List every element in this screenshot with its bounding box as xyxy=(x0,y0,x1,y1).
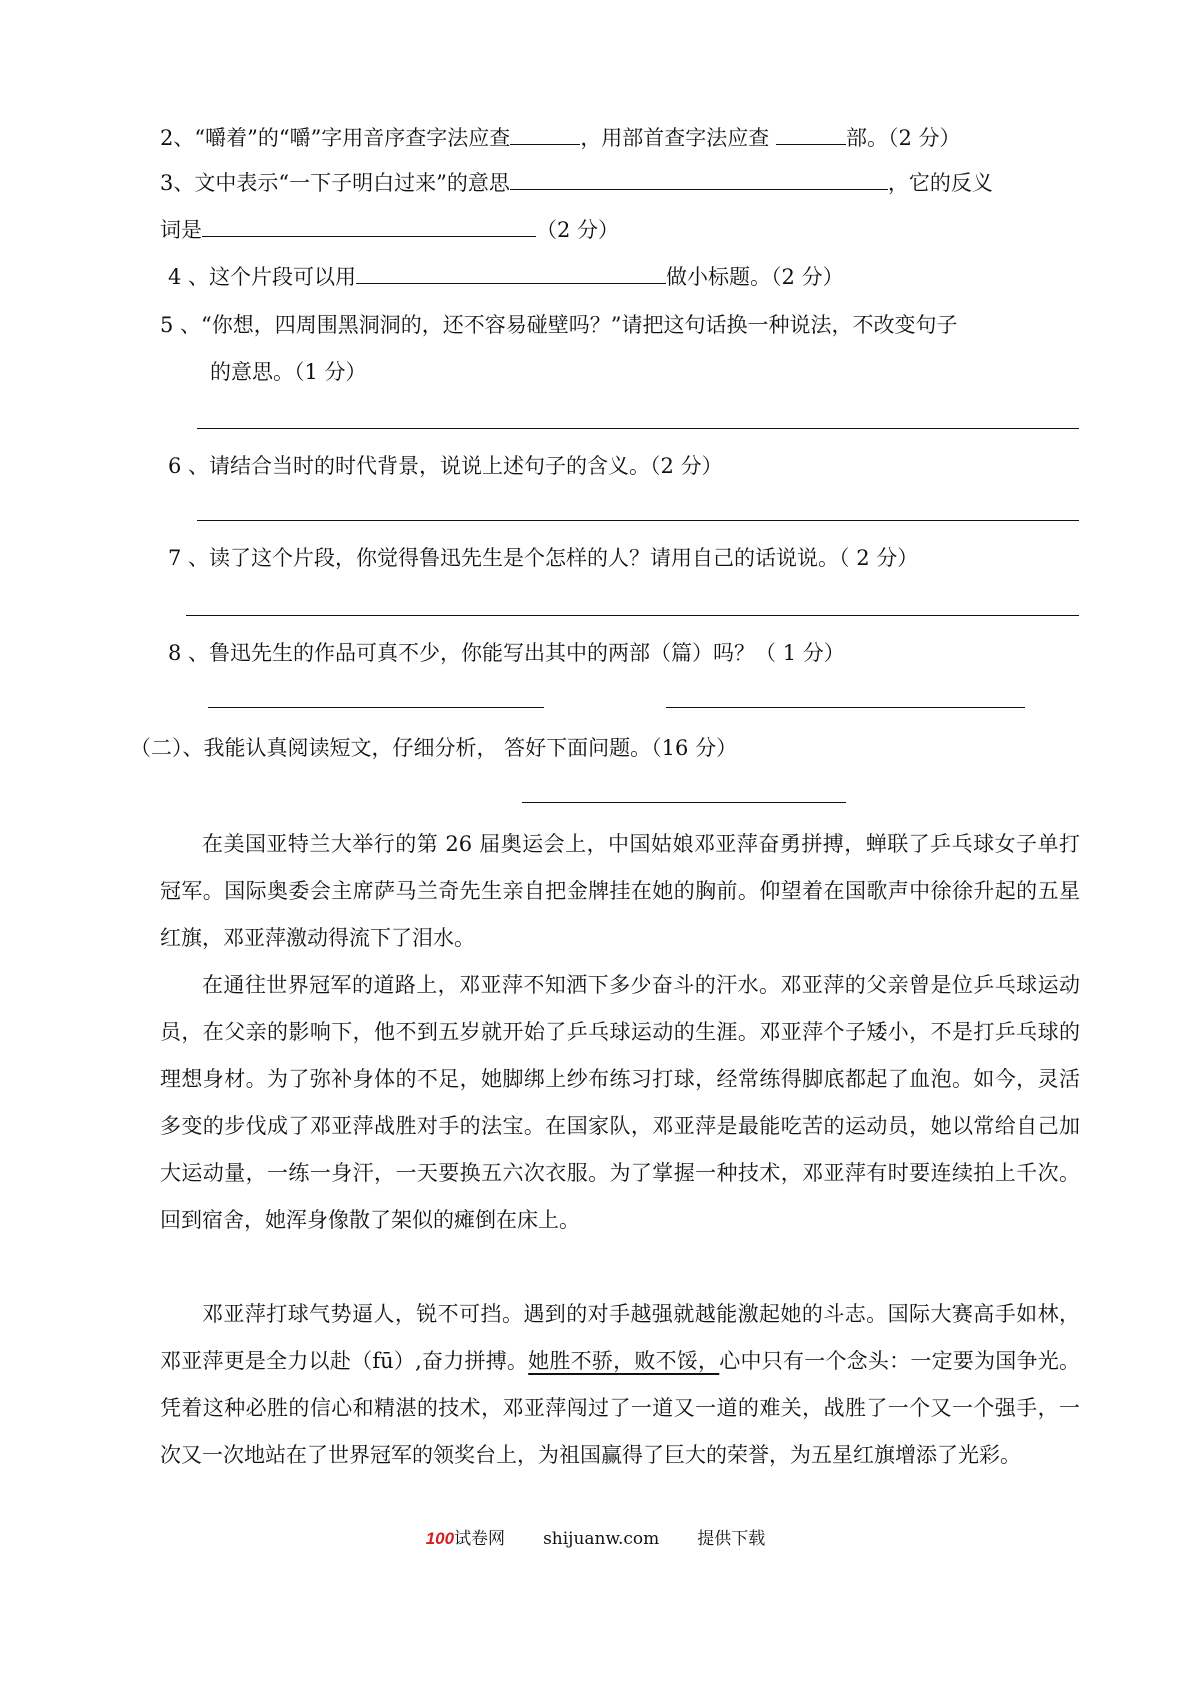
passage-paragraph-2 xyxy=(160,962,1080,1244)
q5-answer-line[interactable] xyxy=(197,428,1079,429)
q2-answer-blank-2[interactable] xyxy=(776,124,846,145)
passage-p3-text-b: 心中只有一个念头：一定要为国争光。凭着这种必胜的信心和精湛的技术，邓亚萍闯过了一道又一道的难关，战胜了一个又一个强手，一次又一次地站在了世界冠军的领奖台上，为祖国赢得了巨大的荣誉，为五星红旗增添了光彩。 xyxy=(160,1349,1081,1467)
footer-site-name: 试卷网 xyxy=(454,1529,506,1549)
q2-answer-blank-1[interactable] xyxy=(510,124,580,145)
q3-text-c: 词是 xyxy=(160,218,202,242)
q4-answer-blank[interactable] xyxy=(356,263,666,284)
footer-note: 提供下载 xyxy=(697,1529,766,1549)
footer-domain[interactable]: shijuanw.com xyxy=(543,1529,660,1549)
question-5 xyxy=(160,310,958,340)
q3-answer-blank-2[interactable] xyxy=(202,216,536,237)
question-7 xyxy=(168,543,918,573)
section-2-heading-text: （二）、我能认真阅读短文，仔细分析， 答好下面问题。（16 分） xyxy=(130,736,738,760)
q8-answer-line-1[interactable] xyxy=(208,707,544,708)
q7-text-a: 7 、读了这个片段，你觉得鲁迅先生是个怎样的人？请用自己的话说说。（ 2 分） xyxy=(168,546,919,570)
passage-p2-text: 在通往世界冠军的道路上，邓亚萍不知洒下多少奋斗的汗水。邓亚萍的父亲曾是位乒乓球运动员，在父亲的影响下，他不到五岁就开始了乒乓球运动的生涯。邓亚萍个子矮小，不是打乒乓球的理想身材。为了弥补身体的不足，她脚绑上纱布练习打球，经常练得脚底都起了血泡。如今，灵活多变的步伐成了邓亚萍战胜对手的法宝。在国家队，邓亚萍是最能吃苦的运动员，她以常给自己加大运动量，一练一身汗，一天要换五六次衣服。为了掌握一种技术，邓亚萍有时要连续拍上千次。回到宿舍，她浑身像散了架似的瘫倒在床上。 xyxy=(160,973,1080,1232)
q2-text-c: 部。（2 分） xyxy=(846,126,961,150)
q7-answer-line[interactable] xyxy=(186,615,1079,616)
q4-text-a: 4 、这个片段可以用 xyxy=(168,265,357,289)
page-footer xyxy=(0,1524,1191,1549)
question-8 xyxy=(168,638,845,668)
question-4 xyxy=(168,262,844,292)
section-2-heading xyxy=(130,733,737,763)
passage-p1-text: 在美国亚特兰大举行的第 26 届奥运会上，中国姑娘邓亚萍奋勇拼搏，蝉联了乒乓球女子单打冠军。国际奥委会主席萨马兰奇先生亲自把金牌挂在她的胸前。仰望着在国歌声中徐徐升起的五星红旗，邓亚萍激动得流下了泪水。 xyxy=(160,832,1080,950)
q4-text-b: 做小标题。（2 分） xyxy=(666,265,844,289)
question-2 xyxy=(160,123,961,153)
q3-text-b: ，它的反义 xyxy=(887,171,993,195)
passage-paragraph-3 xyxy=(160,1291,1080,1479)
passage-p3-text-a: 邓亚萍打球气势逼人，锐不可挡。遇到的对手越强就越能激起她的斗志。国际大赛高手如林，邓亚萍更是全力以赴（fū）,奋力拼搏。 xyxy=(160,1302,1080,1373)
q3-text-a: 3、文中表示“一下子明白过来”的意思 xyxy=(160,171,510,195)
q3-text-d: （2 分） xyxy=(536,218,620,242)
question-3-cont xyxy=(160,215,619,245)
q5-text-b: 的意思。（1 分） xyxy=(210,360,367,384)
q2-text-b: ，用部首查字法应查 xyxy=(580,126,776,150)
q8-answer-line-2[interactable] xyxy=(666,707,1025,708)
q6-text-a: 6 、请结合当时的时代背景，说说上述句子的含义。（2 分） xyxy=(168,454,723,478)
title-answer-line[interactable] xyxy=(522,802,846,803)
site-logo: 100 xyxy=(425,1529,455,1548)
q2-text-a: 2、“嚼着”的“嚼”字用音序查字法应查 xyxy=(160,126,511,150)
q6-answer-line[interactable] xyxy=(197,520,1079,521)
q8-text-a: 8 、鲁迅先生的作品可真不少，你能写出其中的两部（篇）吗？（ 1 分） xyxy=(168,641,845,665)
q5-text-a: 5 、“你想，四周围黑洞洞的，还不容易碰壁吗？”请把这句话换一种说法，不改变句子 xyxy=(160,313,958,337)
underlined-sentence: 她胜不骄，败不馁， xyxy=(528,1349,720,1373)
question-6 xyxy=(168,451,723,481)
question-3 xyxy=(160,168,993,198)
q3-answer-blank-1[interactable] xyxy=(510,169,888,190)
passage-paragraph-1 xyxy=(160,821,1080,962)
question-5-cont xyxy=(210,357,367,387)
